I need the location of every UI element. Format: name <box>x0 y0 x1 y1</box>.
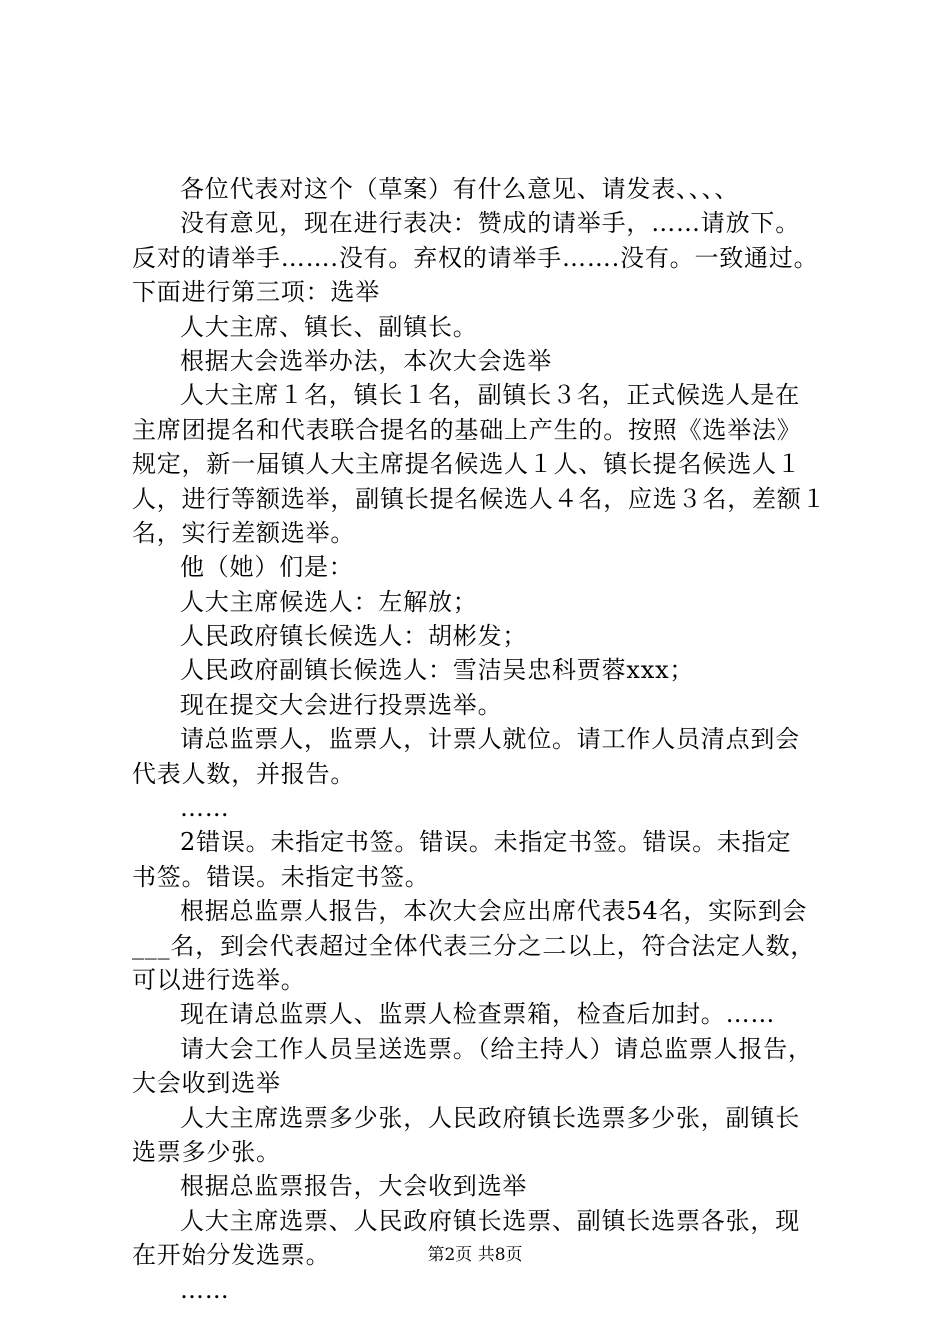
document-body <box>132 172 852 1307</box>
text-line: 根据总监票人报告，本次大会应出席代表54名，实际到会 <box>180 897 808 926</box>
text-line: 请大会工作人员呈送选票。（给主持人）请总监票人报告， <box>180 1034 813 1063</box>
text-line: 名，实行差额选举。 <box>132 518 356 547</box>
text-line: 人大主席１名，镇长１名，副镇长３名，正式候选人是在 <box>180 381 800 410</box>
text-line: 规定，新一届镇人大主席提名候选人１人、镇长提名候选人１ <box>132 450 802 479</box>
text-line: ___名，到会代表超过全体代表三分之二以上，符合法定人数， <box>132 931 816 960</box>
text-line: 大会收到选举 <box>132 1069 281 1098</box>
text-line: 下面进行第三项：选举 <box>132 278 380 307</box>
text-line: 请总监票人，监票人，计票人就位。请工作人员清点到会 <box>180 725 800 754</box>
text-line: 他（她）们是： <box>180 553 354 582</box>
text-line: 现在请总监票人、监票人检查票箱，检查后加封。…… <box>180 1000 776 1029</box>
text-line: 人大主席候选人：左解放； <box>180 587 478 616</box>
text-line: 人大主席选票、人民政府镇长选票、副镇长选票各张，现 <box>180 1206 800 1235</box>
text-line: 主席团提名和代表联合提名的基础上产生的。按照《选举法》 <box>132 415 802 444</box>
text-line: 代表人数，并报告。 <box>132 759 356 788</box>
text-line: 没有意见，现在进行表决：赞成的请举手，……请放下。 <box>180 209 800 238</box>
text-line: 人，进行等额选举，副镇长提名候选人４名，应选３名，差额１ <box>132 484 827 513</box>
text-line: 各位代表对这个（草案）有什么意见、请发表、、、、 <box>180 175 740 203</box>
page-number-footer: 第2页 共8页 <box>427 1245 523 1265</box>
text-line: 书签。错误。未指定书签。 <box>132 862 430 891</box>
text-line: …… <box>180 1275 230 1304</box>
text-line: 现在提交大会进行投票选举。 <box>180 690 503 719</box>
text-line: 根据大会选举办法，本次大会选举 <box>180 346 552 375</box>
text-line: 反对的请举手…….没有。弃权的请举手…….没有。一致通过。 <box>132 243 819 272</box>
text-line: 人大主席选票多少张，人民政府镇长选票多少张，副镇长 <box>180 1103 800 1132</box>
text-line: 人大主席、镇长、副镇长。 <box>180 312 478 341</box>
text-line: 在开始分发选票。 <box>132 1241 331 1270</box>
text-line: 可以进行选举。 <box>132 965 306 994</box>
text-line: 根据总监票报告，大会收到选举 <box>180 1172 528 1201</box>
text-line: 人民政府镇长候选人：胡彬发； <box>180 622 528 651</box>
text-line: …… <box>180 794 230 823</box>
text-line: 2错误。未指定书签。错误。未指定书签。错误。未指定 <box>180 828 792 857</box>
text-line: 人民政府副镇长候选人：雪洁吴忠科贾蓉xxx； <box>180 656 695 685</box>
text-line: 选票多少张。 <box>132 1137 281 1166</box>
